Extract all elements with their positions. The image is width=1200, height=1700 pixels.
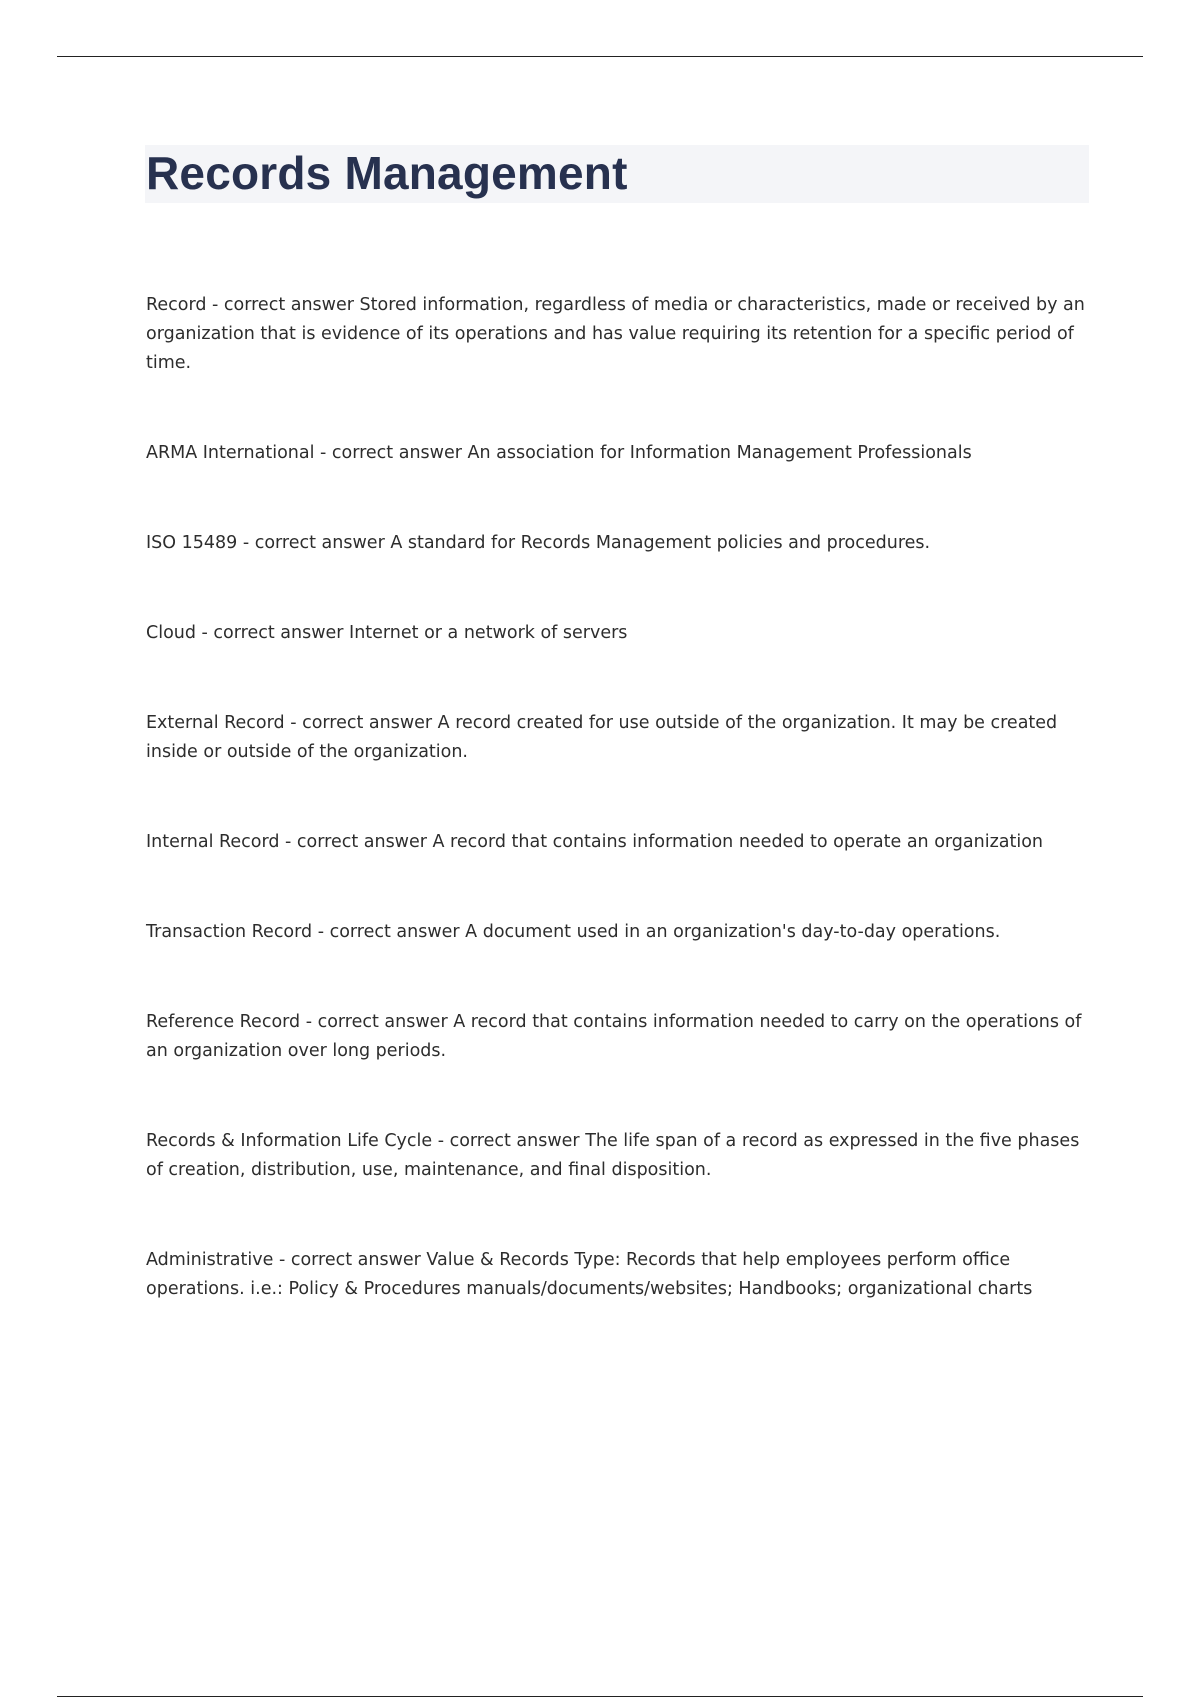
entry-reference-record: Reference Record - correct answer A record that contains information needed to carry on the operations of an organization over long periods. [146,1012,1082,1061]
entry-transaction-record: Transaction Record - correct answer A document used in an organization's day-to-day operations. [146,922,1001,942]
entry-list [146,291,1091,1365]
entry-internal-record: Internal Record - correct answer A record that contains information needed to operate an organization [146,832,1044,852]
header-rule [57,56,1143,57]
entry-arma-international: ARMA International - correct answer An association for Information Management Professionals [146,443,972,463]
entry-record: Record - correct answer Stored information, regardless of media or characteristics, made or received by an organization that is evidence of its operations and has value requiring its retention for a specific period of time. [146,295,1085,373]
entry-cloud: Cloud - correct answer Internet or a network of servers [146,623,628,643]
entry-iso-15489: ISO 15489 - correct answer A standard for Records Management policies and procedures. [146,533,931,553]
entry-administrative: Administrative - correct answer Value & Records Type: Records that help employees perform office operations. i.e.: Policy & Procedures manuals/documents/websites; Handbooks; organizational charts [146,1250,1033,1299]
page-title: Records Management [146,147,628,199]
entry-external-record: External Record - correct answer A record created for use outside of the organization. It may be created inside or outside of the organization. [146,713,1058,762]
entry-records-life-cycle: Records & Information Life Cycle - correct answer The life span of a record as expressed in the five phases of creation, distribution, use, maintenance, and final disposition. [146,1131,1080,1180]
footer-rule [57,1696,1143,1697]
